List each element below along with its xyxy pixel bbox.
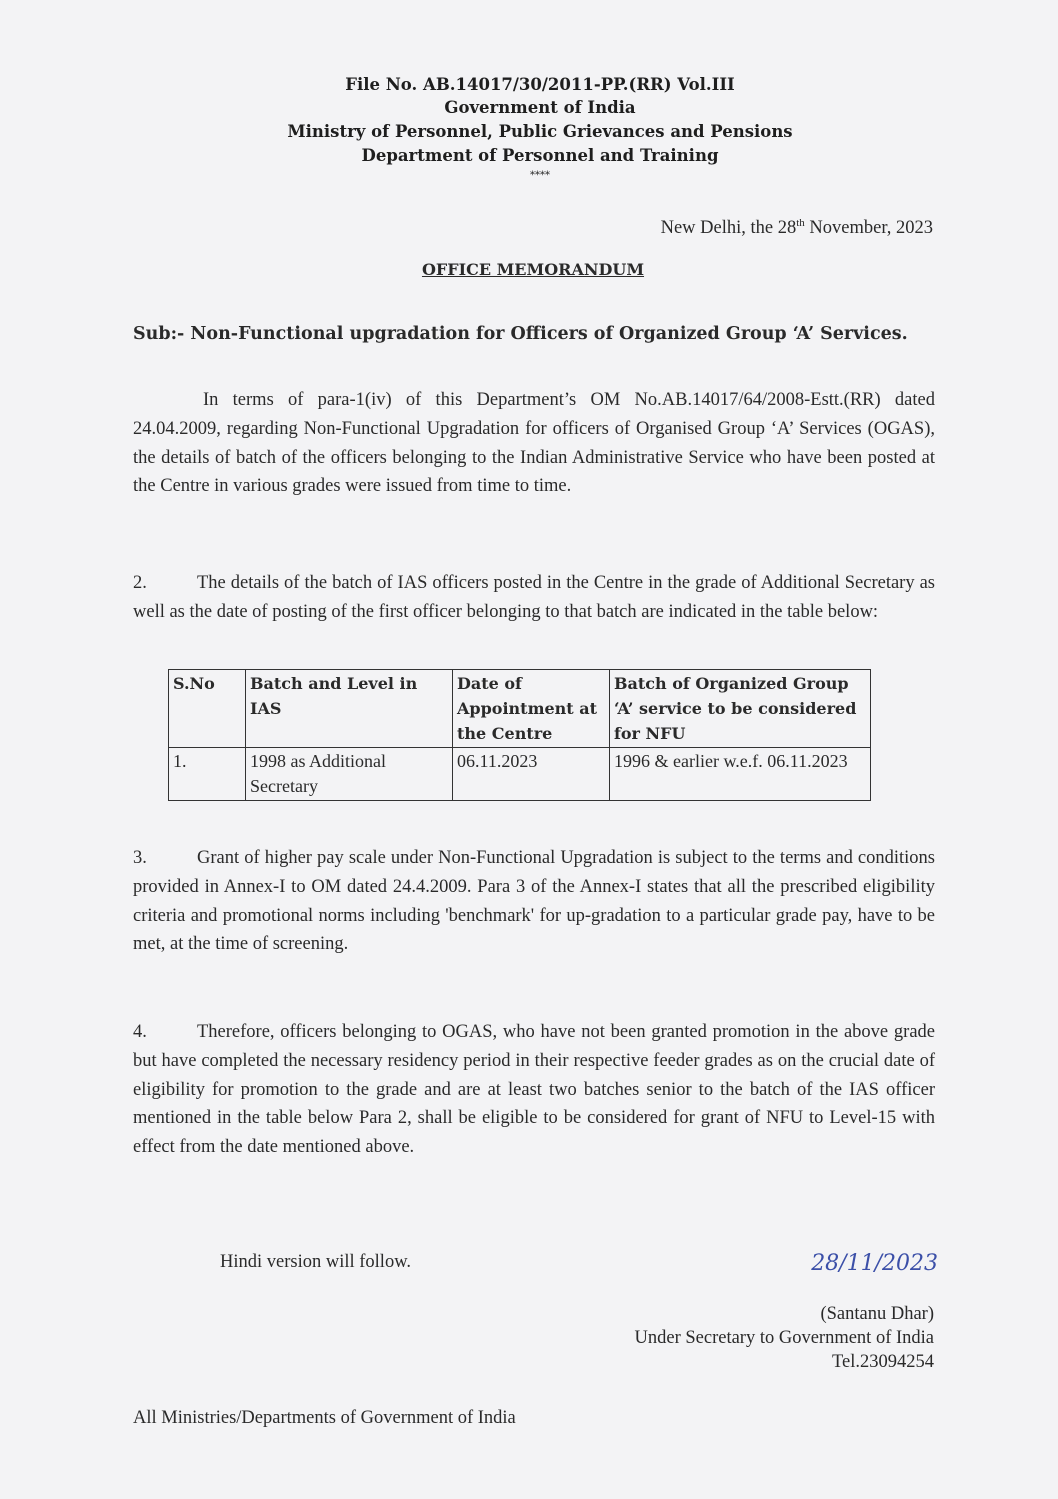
paragraph-4-text: Therefore, officers belonging to OGAS, who have not been granted promotion in the above grade but have completed the necessary residency period in their respective feeder grades as on the crucial date of eligibility for promotion to the grade and are at least two batches senior to the batch of the IAS officer mentioned in the table below Para 2, shall be eligible to be considered for grant of NFU to Level-15 with effect from the date mentioned above. [133, 1022, 935, 1158]
header-ogas-batch: Batch of Organized Group ‘A’ service to be considered for NFU [610, 670, 871, 748]
subject-line: Sub:- Non-Functional upgradation for Officers of Organized Group ‘A’ Services. [133, 324, 908, 344]
department-heading: Department of Personnel and Training [361, 146, 719, 165]
signatory-name: (Santanu Dhar) [820, 1304, 934, 1324]
paragraph-4 [133, 1018, 935, 1162]
hindi-version-note: Hindi version will follow. [220, 1252, 411, 1272]
header-sno: S.No [169, 670, 246, 748]
file-number: File No. AB.14017/30/2011-PP.(RR) Vol.III [345, 75, 735, 94]
paragraph-1: In terms of para-1(iv) of this Department’s OM No.AB.14017/64/2008-Estt.(RR) dated 24.04.2009, regarding Non-Functional Upgradation for officers of Organised Group ‘A’ Services (OGAS), the details of batch of the officers belonging to the Indian Administrative Service who have been posted at the Centre in various grades were issued from time to time. [133, 390, 935, 497]
memo-date [661, 217, 933, 239]
separator-stars: **** [530, 170, 550, 181]
cell-sno: 1. [169, 748, 246, 801]
addressee: All Ministries/Departments of Government of India [133, 1408, 516, 1428]
paragraph-2-text: The details of the batch of IAS officers posted in the Centre in the grade of Additional Secretary as well as the date of posting of the first officer belonging to that batch are indicated in the table below: [133, 573, 935, 622]
date-prefix: New Delhi, the 28 [660, 218, 797, 239]
table-header-row [169, 670, 871, 748]
date-sup: th [796, 217, 805, 229]
table-row [169, 748, 871, 801]
paragraph-3-text: Grant of higher pay scale under Non-Functional Upgradation is subject to the terms and conditions provided in Annex-I to OM dated 24.4.2009. Para 3 of the Annex-I states that all the prescribed eligibility criteria and promotional norms including 'benchmark' for up-gradation to a particular grade pay, have to be met, at the time of screening. [133, 848, 935, 955]
paragraph-2-number: 2. [133, 573, 147, 593]
government-heading: Government of India [444, 98, 636, 117]
cell-ogas-batch: 1996 & earlier w.e.f. 06.11.2023 [610, 748, 871, 801]
paragraph-3-number: 3. [133, 848, 147, 868]
header-batch: Batch and Level in IAS [246, 670, 453, 748]
paragraph-4-number: 4. [133, 1022, 147, 1042]
header-date: Date of Appointment at the Centre [453, 670, 610, 748]
batch-table [168, 669, 871, 801]
memo-title: OFFICE MEMORANDUM [421, 260, 645, 279]
date-suffix: November, 2023 [804, 218, 933, 239]
cell-batch: 1998 as Additional Secretary [246, 748, 453, 801]
cell-date: 06.11.2023 [453, 748, 610, 801]
handwritten-signature: 28/11/2023 [811, 1251, 938, 1276]
paragraph-2 [133, 569, 935, 627]
signatory-telephone: Tel.23094254 [832, 1352, 934, 1372]
ministry-heading: Ministry of Personnel, Public Grievances and Pensions [287, 122, 793, 141]
signatory-designation: Under Secretary to Government of India [634, 1328, 934, 1348]
paragraph-3 [133, 844, 935, 959]
